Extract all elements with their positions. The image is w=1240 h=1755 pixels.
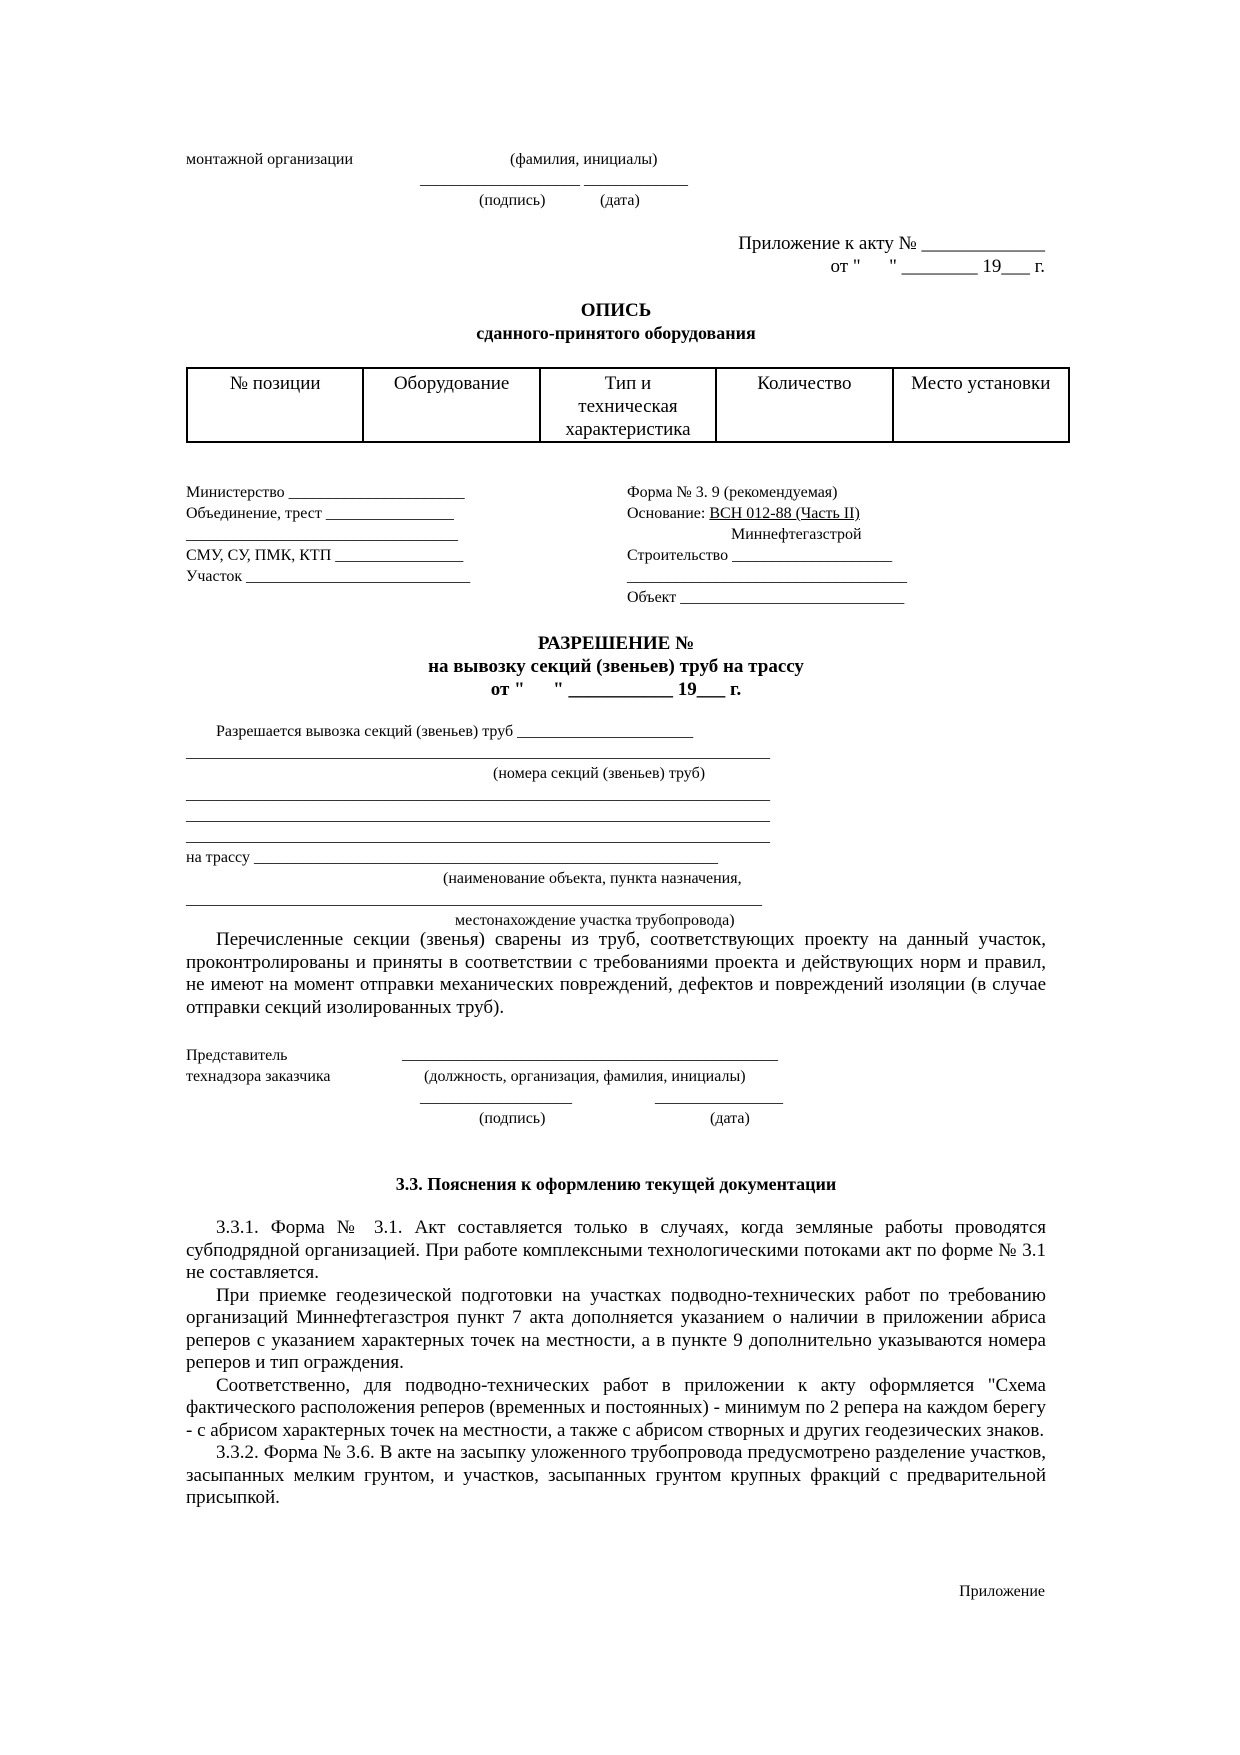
location-caption: местонахождение участка трубопровода)	[455, 912, 735, 929]
appendix-act-date: от " " ________ 19___ г.	[830, 256, 1045, 277]
form-number: Форма № 3. 9 (рекомендуемая)	[627, 484, 838, 501]
paragraph-geodetic: При приемке геодезической подготовки на участках подводно-технических работ по требованию организаций Миннефтегазстроя пункт 7 акта дополняется указанием о наличии в приложении абриса реперов с указанием характерных точек на местности, а в пункте 9 дополнительно указываются номера реперов и тип ограждения.	[186, 1284, 1046, 1373]
date-caption: (дата)	[600, 192, 640, 209]
table-header-row	[187, 368, 1069, 442]
object-caption: (наименование объекта, пункта назначения,	[443, 870, 742, 887]
blank-line: _________________________________________________________________________	[186, 744, 770, 761]
column-position-number: № позиции	[187, 368, 363, 442]
blank-line: __________________________________	[186, 526, 458, 543]
appendix-act-number: Приложение к акту № _____________	[738, 233, 1045, 254]
signature-line: ____________________ _____________	[420, 171, 688, 188]
representative-line: _______________________________________________	[402, 1046, 778, 1063]
paragraph-scheme: Соответственно, для подводно-технических работ в приложении к акту оформляется "Схема фактического расположения реперов (временных и постоянных) - минимум по 2 репера на каждом берегу - с абрисом характерных точек на местности, а также с абрисом створных и других геодезических знаков.	[186, 1374, 1046, 1441]
ministry-field: Министерство ______________________	[186, 484, 465, 501]
inventory-subtitle: сданного-принятого оборудования	[476, 323, 756, 343]
date-caption: (дата)	[710, 1110, 750, 1127]
column-equipment: Оборудование	[363, 368, 539, 442]
column-type-spec: Тип и техническая характеристика	[540, 368, 716, 442]
permit-title: РАЗРЕШЕНИЕ №	[537, 633, 695, 654]
blank-line: _________________________________________________________________________	[186, 786, 770, 803]
name-caption: (фамилия, инициалы)	[510, 151, 658, 168]
representative-label: Представитель	[186, 1047, 288, 1064]
blank-line: ________________________________________________________________________	[186, 891, 762, 908]
numbers-caption: (номера секций (звеньев) труб)	[493, 765, 706, 782]
column-quantity: Количество	[716, 368, 892, 442]
appendix-footer: Приложение	[959, 1583, 1045, 1600]
association-field: Объединение, трест ________________	[186, 505, 454, 522]
object-field: Объект ____________________________	[627, 589, 905, 606]
ministry-org: Миннефтегазстрой	[731, 526, 862, 543]
blank-line: _________________________________________________________________________	[186, 828, 770, 845]
route-line: на трассу __________________________________________________________	[186, 849, 718, 866]
section-body	[186, 1217, 1046, 1510]
equipment-table	[186, 367, 1070, 443]
blank-line: ___________________________________	[627, 568, 907, 585]
signature-caption: (подпись)	[479, 1110, 546, 1127]
inventory-title: ОПИСЬ	[580, 300, 652, 321]
permit-date: от " " ___________ 19___ г.	[490, 679, 742, 700]
basis-link[interactable]: ВСН 012-88 (Часть II)	[709, 505, 860, 522]
representative-caption: (должность, организация, фамилия, инициалы)	[424, 1068, 746, 1085]
permit-subtitle: на вывозку секций (звеньев) труб на трассу	[428, 656, 804, 677]
column-install-place: Место установки	[893, 368, 1069, 442]
paragraph-3-3-2: 3.3.2. Форма № 3.6. В акте на засыпку уложенного трубопровода предусмотрено разделение участков, засыпанных мелким грунтом, и участков, засыпанных грунтом крупных фракций с предварительной присыпкой.	[186, 1442, 1046, 1508]
blank-line: _________________________________________________________________________	[186, 807, 770, 824]
date-line: ________________	[655, 1089, 783, 1106]
construction-field: Строительство ____________________	[627, 547, 893, 564]
smu-field: СМУ, СУ, ПМК, КТП ________________	[186, 547, 464, 564]
permit-paragraph	[186, 929, 1046, 1019]
signature-line: ___________________	[420, 1089, 572, 1106]
section-field: Участок ____________________________	[186, 568, 471, 585]
paragraph-3-3-1: 3.3.1. Форма № 3.1. Акт составляется только в случаях, когда земляные работы проводятся субподрядной организацией. При работе комплексными технологическими потоками акт по форме № 3.1 не составляется.	[186, 1217, 1046, 1283]
signature-caption: (подпись)	[479, 192, 546, 209]
permit-allowed-line: Разрешается вывозка секций (звеньев) труб ______________________	[216, 723, 694, 740]
basis-line	[627, 506, 860, 522]
permit-paragraph-text: Перечисленные секции (звенья) сварены из труб, соответствующих проекту на данный участок, проконтролированы и приняты в соответствии с требованиями проекта и действующих норм и правил, не имеют на момент отправки механических повреждений, дефектов и повреждений изоляции (в случае отправки секций изолированных труб).	[186, 929, 1046, 1018]
representative-label-2: технадзора заказчика	[186, 1068, 331, 1085]
section-heading: 3.3. Пояснения к оформлению текущей документации	[395, 1174, 837, 1194]
org-label-tail: монтажной организации	[186, 151, 354, 168]
basis-label: Основание:	[627, 505, 710, 522]
